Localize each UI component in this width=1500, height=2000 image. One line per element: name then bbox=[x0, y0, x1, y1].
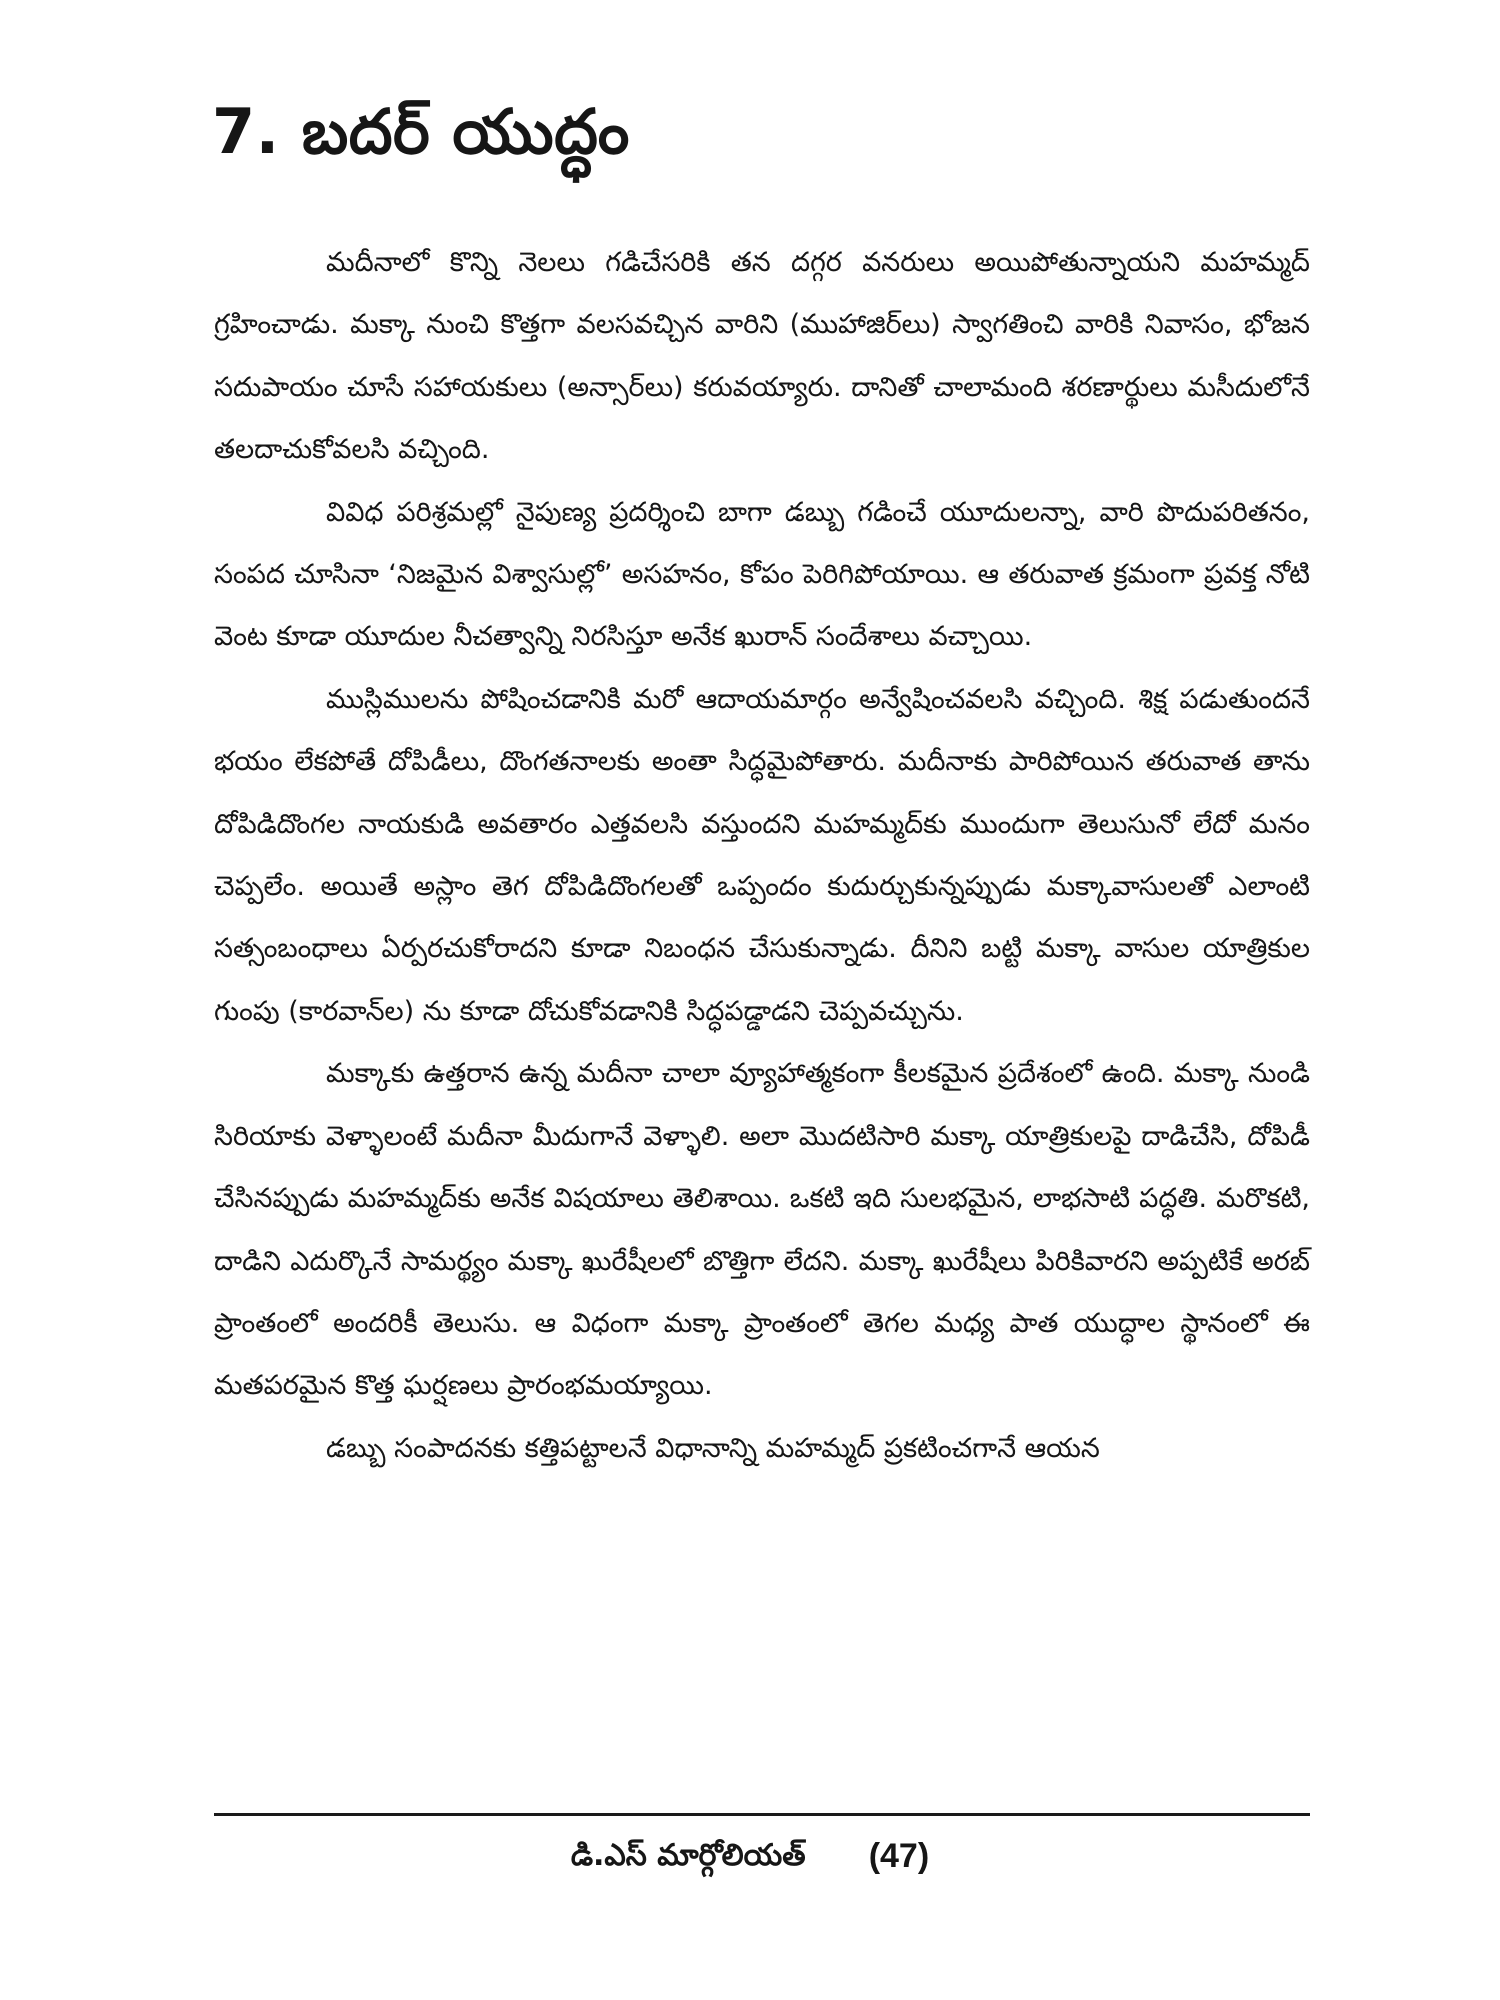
paragraph-1: మదీనాలో కొన్ని నెలలు గడిచేసరికి తన దగ్గర వనరులు అయిపోతున్నాయని మహమ్మద్ గ్రహించాడు. మక్కా నుంచి కొత్తగా వలసవచ్చిన వారిని (ముహాజిర్‌లు) స్వాగతించి వారికి నివాసం, భోజన సదుపాయం చూసే సహాయకులు (అన్సార్‌లు) కరువయ్యారు. దానితో చాలామంది శరణార్థులు మసీదులోనే తలదాచుకోవలసి వచ్చింది. bbox=[214, 247, 1310, 466]
body-text bbox=[214, 232, 1310, 1480]
page-footer bbox=[0, 1826, 1500, 1886]
paragraph-2: వివిధ పరిశ్రమల్లో నైపుణ్య ప్రదర్శించి బాగా డబ్బు గడించే యూదులన్నా, వారి పొదుపరితనం, సంపద చూసినా ‘నిజమైన విశ్వాసుల్లో’ అసహనం, కోపం పెరిగిపోయాయి. ఆ తరువాత క్రమంగా ప్రవక్త నోటి వెంట కూడా యూదుల నీచత్వాన్ని నిరసిస్తూ అనేక ఖురాన్ సందేశాలు వచ్చాయి. bbox=[214, 496, 1310, 653]
paragraph-5: డబ్బు సంపాదనకు కత్తిపట్టాలనే విధానాన్ని మహమ్మద్ ప్రకటించగానే ఆయన bbox=[326, 1432, 1100, 1464]
paragraph-3: ముస్లిములను పోషించడానికి మరో ఆదాయమార్గం అన్వేషించవలసి వచ్చింది. శిక్ష పడుతుందనే భయం లేకపోతే దోపిడీలు, దొంగతనాలకు అంతా సిద్ధమైపోతారు. మదీనాకు పారిపోయిన తరువాత తాను దోపిడిదొంగల నాయకుడి అవతారం ఎత్తవలసి వస్తుందని మహమ్మద్‌కు ముందుగా తెలుసునో లేదో మనం చెప్పలేం. అయితే అస్లాం తెగ దోపిడిదొంగలతో ఒప్పందం కుదుర్చుకున్నప్పుడు మక్కావాసులతో ఎలాంటి సత్సంబంధాలు ఏర్పరచుకోరాదని కూడా నిబంధన చేసుకున్నాడు. దీనిని బట్టి మక్కా వాసుల యాత్రికుల గుంపు (కారవాన్‌ల) ను కూడా దోచుకోవడానికి సిద్ధపడ్డాడని చెప్పవచ్చును. bbox=[214, 683, 1310, 1027]
chapter-title: 7. బదర్ యుద్ధం bbox=[212, 95, 630, 168]
paragraph-4: మక్కాకు ఉత్తరాన ఉన్న మదీనా చాలా వ్యూహాత్మకంగా కీలకమైన ప్రదేశంలో ఉంది. మక్కా నుండి సిరియాకు వెళ్ళాలంటే మదీనా మీదుగానే వెళ్ళాలి. అలా మొదటిసారి మక్కా యాత్రికులపై దాడిచేసి, దోపిడీ చేసినప్పుడు మహమ్మద్‌కు అనేక విషయాలు తెలిశాయి. ఒకటి ఇది సులభమైన, లాభసాటి పద్ధతి. మరొకటి, దాడిని ఎదుర్కొనే సామర్థ్యం మక్కా ఖురేషీలలో బొత్తిగా లేదని. మక్కా ఖురేషీలు పిరికివారని అప్పటికే అరబ్ ప్రాంతంలో అందరికీ తెలుసు. ఆ విధంగా మక్కా ప్రాంతంలో తెగల మధ్య పాత యుద్ధాల స్థానంలో ఈ మతపరమైన కొత్త ఘర్షణలు ప్రారంభమయ్యాయి. bbox=[214, 1058, 1310, 1402]
page-number: (47) bbox=[868, 1837, 930, 1875]
footer-divider bbox=[214, 1813, 1310, 1816]
footer-author: డి.ఎస్ మార్గోలియత్ bbox=[570, 1838, 806, 1873]
